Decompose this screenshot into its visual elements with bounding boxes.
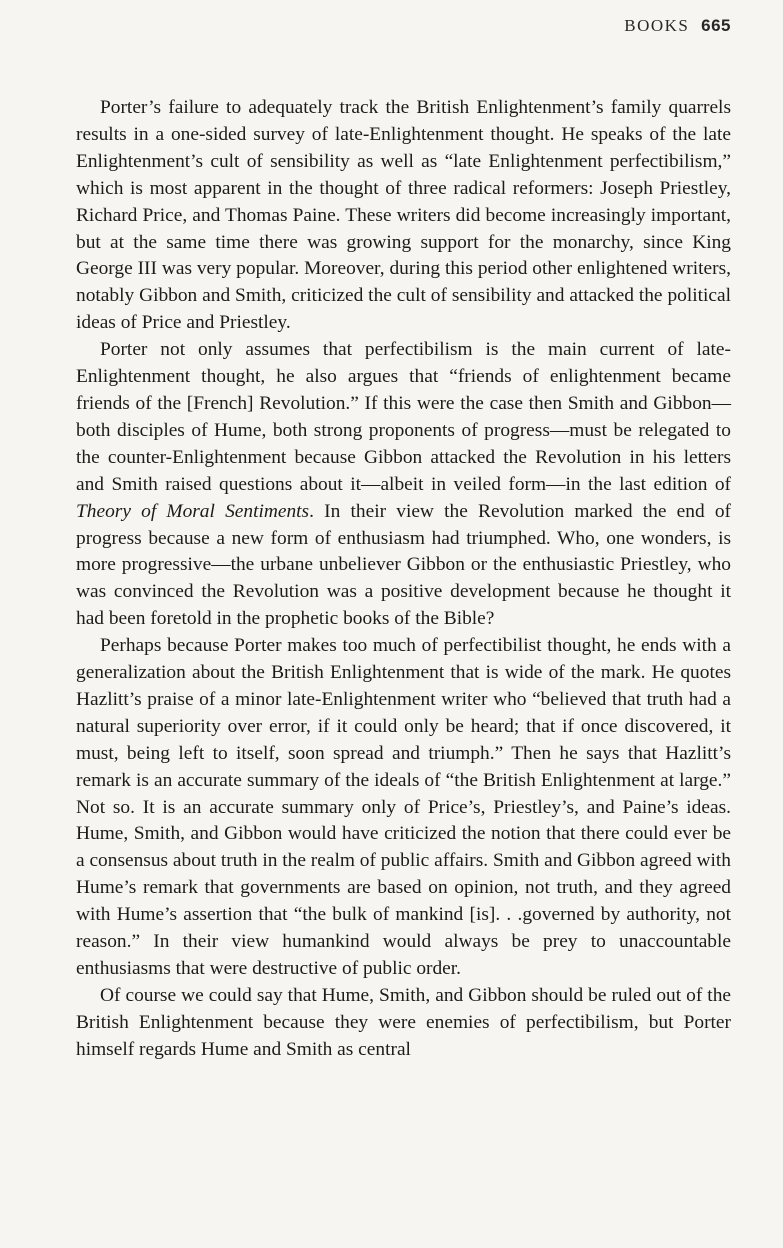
body-paragraph (76, 983, 731, 1064)
body-paragraph (76, 633, 731, 983)
article-body (76, 95, 731, 1064)
page-number: 665 (701, 16, 731, 35)
paragraph-text: . In their view the Revolution marked the end of progress because a new form of enthusiasm had triumphed. Who, one wonders, is more progressive—the urbane unbeliever Gibbon or the enthusiastic Priestley, who was convinced the Revolution was a positive development because he thought it had been foretold in the prophetic books of the Bible? (76, 500, 731, 630)
book-title-italic: Theory of Moral Sentiments (76, 500, 310, 522)
body-paragraph (76, 95, 731, 337)
paragraph-text: Perhaps because Porter makes too much of perfectibilist thought, he ends with a generalization about the British Enlightenment that is wide of the mark. He quotes Hazlitt’s praise of a minor late-Enlightenment writer who “believed that truth had a natural superiority over error, if it could only be heard; that if once discovered, it must, being left to itself, soon spread and triumph.” Then he says that Hazlitt’s remark is an accurate summary of the ideals of “the British Enlightenment at large.” Not so. It is an accurate summary only of Price’s, Priestley’s, and Paine’s ideas. Hume, Smith, and Gibbon would have criticized the notion that there could ever be a consensus about truth in the realm of public affairs. Smith and Gibbon agreed with Hume’s remark that governments are based on opinion, not truth, and they agreed with Hume’s assertion that “the bulk of mankind [is]. . .governed by authority, not reason.” In their view humankind would always be prey to unaccountable enthusiasms that were destructive of public order. (76, 635, 732, 979)
paragraph-text: Of course we could say that Hume, Smith, and Gibbon should be ruled out of the British Enlightenment because they were enemies of perfectibilism, but Porter himself regards Hume and Smith as central (76, 984, 731, 1060)
body-paragraph (76, 337, 731, 633)
paragraph-text: Porter not only assumes that perfectibilism is the main current of late-Enlightenment thought, he also argues that “friends of enlightenment became friends of the [French] Revolution.” If this were the case then Smith and Gibbon—both disciples of Hume, both strong proponents of progress—must be relegated to the counter-Enlightenment because Gibbon attacked the Revolution in his letters and Smith raised questions about it—albeit in veiled form—in the last edition of (76, 339, 731, 495)
running-header (624, 16, 731, 36)
section-title: BOOKS (624, 16, 690, 35)
paragraph-text: Porter’s failure to adequately track the British Enlightenment’s family quarrels results in a one-sided survey of late-Enlightenment thought. He speaks of the late Enlightenment’s cult of sensibility as well as “late Enlightenment perfectibilism,” which is most apparent in the thought of three radical reformers: Joseph Priestley, Richard Price, and Thomas Paine. These writers did become increasingly important, but at the same time there was growing support for the monarchy, since King George III was very popular. Moreover, during this period other enlightened writers, notably Gibbon and Smith, criticized the cult of sensibility and attacked the political ideas of Price and Priestley. (76, 97, 731, 334)
